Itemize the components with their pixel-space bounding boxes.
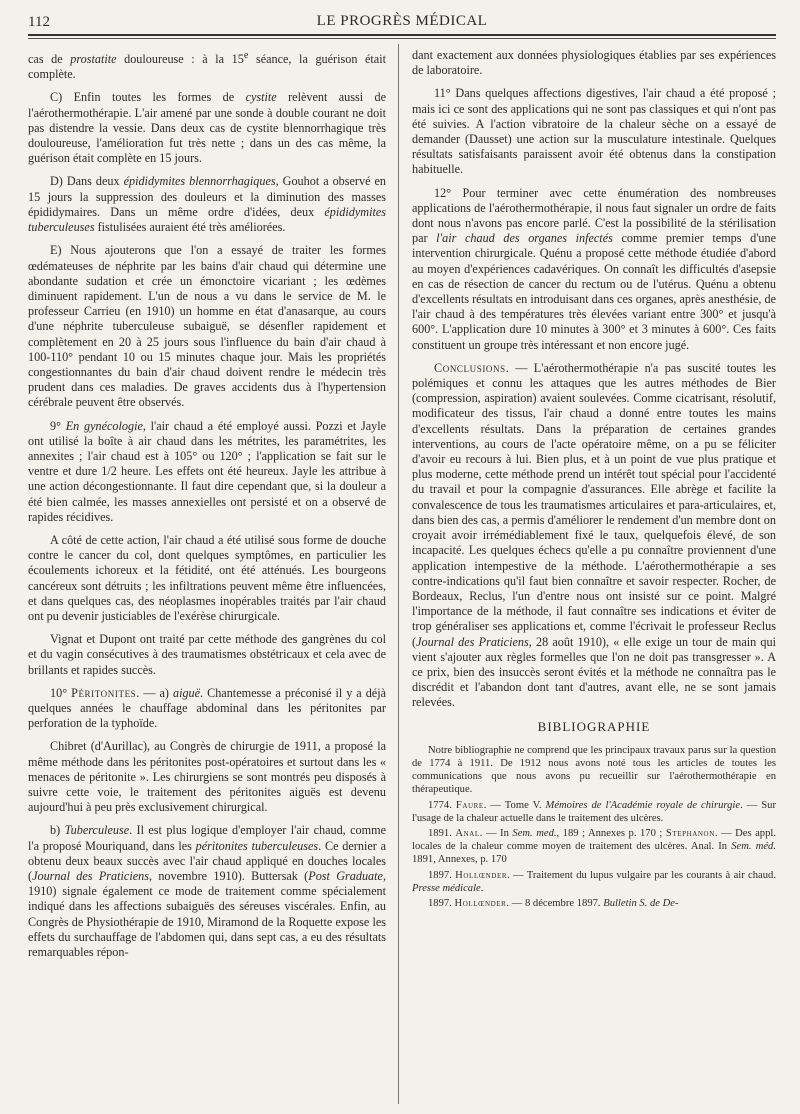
paragraph: 10° Péritonites. — a) aiguë. Chantemesse a préconisé il y a déjà quelques années le chauffage abdominal dans les péritonites par perforation de la typhoïde. [28, 685, 387, 731]
bibliography-entry: 1891. Anal. — In Sem. med., 189 ; Annexes p. 170 ; Stephanon. — Des appl. locales de la chaleur comme moyen de traitement des ulcères. Anal. In Sem. méd. 1891, Annexes, p. 170 [412, 827, 776, 866]
running-title: LE PROGRÈS MÉDICAL [316, 13, 488, 29]
paragraph: dant exactement aux données physiologiques établies par ses expériences de laboratoire. [412, 48, 776, 78]
header-rule-thick [28, 34, 776, 36]
bibliography-heading: BIBLIOGRAPHIE [537, 718, 651, 734]
page-header [28, 12, 776, 34]
paragraph: 9° En gynécologie, l'air chaud a été employé aussi. Pozzi et Jayle ont utilisé la boîte à air chaud dans les métrites, les paramétrites, les annexites ; l'air chaud est à 105° ou 120° ; l'application se fait sur le ventre et dure 1/2 heure. Les effets ont été heureux. Jayle les attribue à une action décongestionnante. Il faut dire cependant que, si la douleur a été bien calmée, les masses annexielles ont persisté et on a observé de rapides récidives. [28, 418, 387, 524]
bibliography-entry: 1897. Hollœnder. — 8 décembre 1897. Bulletin S. de De- [428, 897, 679, 909]
bibliography-entry: 1897. Hollœnder. — Traitement du lupus vulgaire par les courants à air chaud. Presse médicale. [412, 869, 776, 894]
paragraph: 11° Dans quelques affections digestives, l'air chaud a été proposé ; mais ici ce sont des applications qui ne sont pas classiques et qui n'ont pas été suivies. A l'action vibratoire de la chaleur sèche on a essayé de demander (Dausset) une action sur la musculature intestinale. Quelques résultats satisfaisants paraissent avoir été obtenus dans la constipation habituelle. [412, 86, 776, 177]
paragraph: b) Tuberculeuse. Il est plus logique d'employer l'air chaud, comme l'a proposé Mouriquand, dans les péritonites tuberculeuses. Ce dernier a obtenu deux beaux succès avec l'air chaud appliqué en douches locales (Journal des Praticiens, novembre 1910). Buttersak (Post Graduate, 1910) signale également ce mode de traitement comme spécialement indiqué dans les affections subaiguës des séreuses viscérales. Enfin, au Congrès de Physiothérapie de 1910, Miramond de la Roquette expose les effets du surchauffage de l'abdomen qui, dans sept cas, a eu des résultats remarquables répon- [28, 823, 386, 960]
bibliography-intro: Notre bibliographie ne comprend que les principaux travaux parus sur la question de 1774 à 1911. De 1912 nous avons noté tous les articles de toutes les communications que nous avons pu recueillir sur l'aérothermothérapie en thérapeutique. [412, 744, 776, 796]
paragraph: E) Nous ajouterons que l'on a essayé de traiter les formes œdémateuses de néphrite par les bains d'air chaud qui détermine une abondante sudation et crée un émonctoire vicariant ; les œdèmes diminuent rapidement. L'un de nous a vu dans le service de M. le professeur Carrieu (en 1910) un homme en état d'anasarque, au cours d'une néphrite tuberculeuse subaiguë, se désenfler rapidement et complètement en 20 à 25 jours sous l'influence du bain d'air chaud à 100-110° pendant 10 ou 15 minutes chaque jour. Mais les propriétés congestionnantes du bain d'air chaud doivent rendre le médecin très prudent dans ces maladies. De graves accidents dus à l'hypertension cérébrale peuvent être observés. [28, 243, 386, 410]
paragraph: Vignat et Dupont ont traité par cette méthode des gangrènes du col et du vagin consécutives à des traumatismes obstétricaux et cela avec de brillants et rapides succès. [28, 632, 386, 677]
bibliography [412, 744, 776, 910]
paragraph: A côté de cette action, l'air chaud a été utilisé sous forme de douche contre le cancer du col, dont quelques symptômes, en particulier les écoulements ichoreux et la fétidité, ont été atténués. Les bourgeons cancéreux sont détruits ; les infiltrations peuvent même être influencées, et dans quelques cas, des néoplasmes inopérables traités par l'air chaud ont pu devenir justiciables de l'exérèse chirurgicale. [28, 532, 386, 623]
header-rule-thin [28, 38, 776, 39]
paragraph: cas de prostatite douloureuse : à la 15e séance, la guérison était complète. [28, 50, 386, 82]
paragraph: D) Dans deux épididymites blennorrhagiques, Gouhot a observé en 15 jours la suppression des douleurs et la diminution des masses épididymaires. Dans un même ordre d'idées, deux épididymites tuberculeuses fistulisées auraient été très améliorées. [28, 174, 386, 235]
conclusions-paragraph: Conclusions. — L'aérothermothérapie n'a pas suscité toutes les polémiques et connu les attaques que les autres méthodes de Bier (compression, aspiration) avaient soulevées. Comme cicatrisant, résolutif, modificateur des tissus, l'air chaud a donné entre toutes les mains d'excellents résultats. Dans la préparation de certaines grandes interventions, au cours de l'acte opératoire même, on a pu se féliciter d'avoir eu recours à lui. Bien plus, et à un point de vue plus pratique et plus moderne, cette méthode prend un intérêt tout spécial pour l'accidenté du travail et pour la compagnie d'assurances. Elle abrège et facilite la convalescence de tous les traumatismes articulaires et para-articulaires, et, dans bien des cas, a permis d'améliorer le rendement d'un membre dont on croyait avoir irrémédiablement fixé le taux, quelquefois élevé, de son incapacité. Les quelques échecs qu'elle a pu connaître proviennent d'une application intempestive de la méthode. L'aérothermothérapie a ses contre-indications qu'il faut bien connaître et savoir respecter. Rocher, de Bordeaux, Reclus, l'un d'entre nous ont insisté sur ce point. Malgré l'importance de la méthode, il faut connaître ses indications et éviter de trop généraliser ses applications et, comme l'écrivait le professeur Reclus (Journal des Praticiens, 28 août 1910), « elle exige un tour de main qui vient s'ajouter aux règles formelles que l'on ne doit pas transgresser ». A ce prix, bien des insuccès seront évités et la méthode ne connaîtra pas le discrédit et l'abandon dont tant d'autres, avant elle, ne se sont jamais relevées. [412, 360, 776, 710]
paragraph: 12° Pour terminer avec cette énumération des nombreuses applications de l'aérothermothérapie, il nous faut signaler un ordre de faits dont nous n'avons pas encore parlé. C'est la possibilité de la stérilisation par l'air chaud des organes infectés comme premier temps d'une intervention chirurgicale. Quénu a proposé cette méthode étudiée d'abord au moyen d'expériences cadavériques. On connaît les difficultés d'asepsie en cas de résection de cancer du rectum ou de l'utérus. Quénu a obtenu d'excellents résultats en introduisant dans ces organes, après anesthésie, de l'air chaud à des températures très élevées variant entre 300° et jusqu'à 600°. L'application dure 10 minutes à 300° et 3 minutes à 600°. Ces faits constituent un groupe très intéressant et non encore jugé. [412, 185, 776, 352]
left-column [28, 48, 386, 968]
right-column [412, 48, 776, 912]
bibliography-entry: 1774. Faure. — Tome V. Mémoires de l'Académie royale de chirurgie. — Sur l'usage de la chaleur actuelle dans le traitement des ulcères. [412, 799, 777, 824]
column-divider [398, 44, 399, 1104]
paragraph: Chibret (d'Aurillac), au Congrès de chirurgie de 1911, a proposé la même méthode dans les péritonites post-opératoires et surtout dans les « menaces de péritonite ». Les chirurgiens se sont montrés peu disposés à suivre cette voie, le traitement des péritonites aiguës est devenu aujourd'hui à peu près exclusivement chirurgical. [28, 739, 386, 815]
page-number: 112 [28, 14, 50, 30]
paragraph: C) Enfin toutes les formes de cystite relèvent aussi de l'aérothermothérapie. L'air amené par une sonde à double courant ne doit pas distendre la vessie. Dans deux cas de cystite blennorrhagique très douloureuse, l'amélioration fut très nette ; dans un des cas même, la guérison était complète en 15 jours. [28, 90, 386, 166]
